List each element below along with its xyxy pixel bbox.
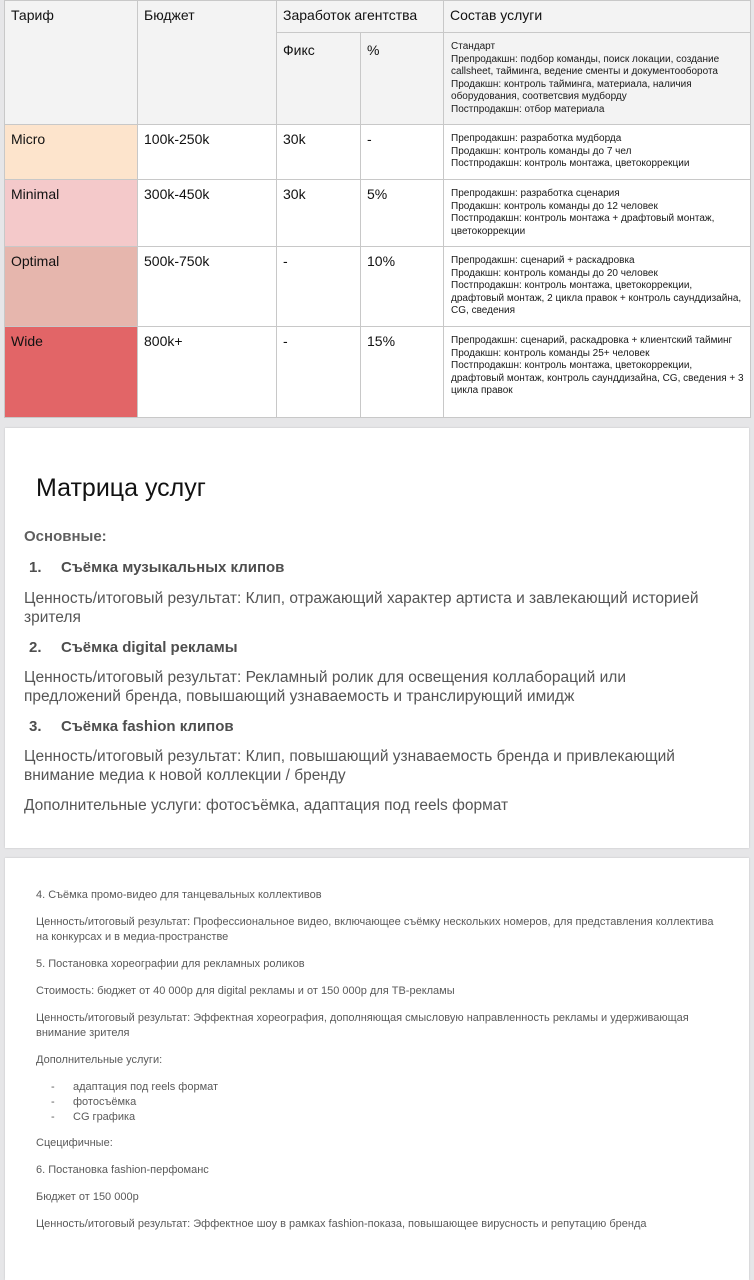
specific-label: Сцецифичные:: [36, 1137, 113, 1149]
tariff-name: Wide: [5, 327, 138, 418]
tariff-percent: 5%: [361, 180, 444, 247]
service-item-title: 2. Съёмка digital рекламы: [29, 639, 238, 656]
extra-services-list: [36, 1080, 218, 1125]
service-item-title: 1. Съёмка музыкальных клипов: [29, 559, 285, 576]
service-item-value: Ценность/итоговый результат: Рекламный ролик для освещения коллабораций или предложений бренда, повышающий узнаваемость и транслирующий имидж: [24, 669, 627, 705]
tariff-budget: 500k-750k: [138, 247, 277, 327]
service-item-value: Ценность/итоговый результат: Эффектное шоу в рамках fashion-показа, повышающее вирусность и репутацию бренда: [36, 1218, 647, 1230]
tariff-page: [4, 0, 750, 418]
service-item-value: Ценность/итоговый результат: Профессиональное видео, включающее съёмку нескольких номеров, для представления коллектива на конкурсах и в медиа-пространстве: [36, 916, 714, 943]
tariff-fixed: 30k: [277, 180, 361, 247]
tariff-percent: 10%: [361, 247, 444, 327]
service-item-value: Ценность/итоговый результат: Клип, отражающий характер артиста и завлекающий историей зрителя: [24, 590, 699, 626]
service-item-title: 5. Постановка хореографии для рекламных роликов: [36, 958, 305, 970]
tariff-budget: 100k-250k: [138, 125, 277, 180]
list-item: - адаптация под reels формат: [51, 1081, 219, 1093]
service-matrix-page: [5, 428, 749, 848]
extra-services-label: Дополнительные услуги:: [36, 1054, 163, 1066]
tariff-fixed: -: [277, 247, 361, 327]
tariff-scope: Препродакшн: сценарий + раскадровка Продакшн: контроль команды до 20 человек Постпродакшн: контроль монтажа, цветокоррекции, драфтовый монтаж, 2 цикла правок + контроль саунддизайна, CG, сведения: [444, 247, 751, 327]
service-item-title: 6. Постановка fashion-перфоманс: [36, 1164, 209, 1176]
header-tariff: Тариф: [5, 1, 138, 125]
service-item-budget: Бюджет от 150 000р: [36, 1191, 139, 1203]
table-row: [5, 247, 751, 327]
extra-services: Дополнительные услуги: фотосъёмка, адаптация под reels формат: [24, 797, 509, 814]
tariff-name: Optimal: [5, 247, 138, 327]
tariff-percent: 15%: [361, 327, 444, 418]
section-main-label: Основные:: [24, 528, 107, 545]
header-fixed: Фикс: [277, 33, 361, 125]
tariff-scope: Препродакшн: сценарий, раскадровка + клиентский тайминг Продакшн: контроль команды 25+ человек Постпродакшн: контроль монтажа, цветокоррекции, драфтовый монтаж, контроль саунддизайна, CG, сведения + 3 цикла правок: [444, 327, 751, 418]
service-item-value: Ценность/итоговый результат: Клип, повышающий узнаваемость бренда и привлекающий внимание медиа к новой коллекции / бренду: [24, 748, 675, 784]
service-item-title: 3. Съёмка fashion клипов: [29, 718, 234, 735]
tariff-name: Minimal: [5, 180, 138, 247]
tariff-scope: Препродакшн: разработка сценария Продакшн: контроль команды до 12 человек Постпродакшн: контроль монтажа + драфтовый монтаж, цветокоррекции: [444, 180, 751, 247]
service-item-title: 4. Съёмка промо-видео для танцевальных коллективов: [36, 889, 322, 901]
tariff-budget: 800k+: [138, 327, 277, 418]
service-item-cost: Стоимость: бюджет от 40 000р для digital рекламы и от 150 000р для ТВ-рекламы: [36, 985, 455, 997]
header-budget: Бюджет: [138, 1, 277, 125]
tariff-fixed: 30k: [277, 125, 361, 180]
tariff-name: Micro: [5, 125, 138, 180]
tariff-budget: 300k-450k: [138, 180, 277, 247]
standard-scope: Стандарт Препродакшн: подбор команды, поиск локации, создание callsheet, тайминга, ведение сменты и документооборота Продакшн: контроль тайминга, материала, наличия оборудования, соответсвия мудборду Постпродакшн: отбор материала: [444, 33, 751, 125]
list-item: - CG графика: [51, 1111, 136, 1123]
tariff-percent: -: [361, 125, 444, 180]
tariff-scope: Препродакшн: разработка мудборда Продакшн: контроль команды до 7 чел Постпродакшн: контроль монтажа, цветокоррекции: [444, 125, 751, 180]
page-title: Матрица услуг: [36, 474, 206, 502]
list-item: - фотосъёмка: [51, 1096, 137, 1108]
header-percent: %: [361, 33, 444, 125]
services-continued-page: [5, 858, 749, 1280]
table-row: [5, 125, 751, 180]
header-service-scope: Состав услуги: [444, 1, 751, 33]
header-agency-earnings: Заработок агентства: [277, 1, 444, 33]
tariff-fixed: -: [277, 327, 361, 418]
table-row: [5, 327, 751, 418]
tariff-table: [4, 0, 751, 418]
service-item-value: Ценность/итоговый результат: Эффектная хореография, дополняющая смысловую направленность рекламы и удерживающая внимание зрителя: [36, 1012, 689, 1039]
table-row: [5, 180, 751, 247]
